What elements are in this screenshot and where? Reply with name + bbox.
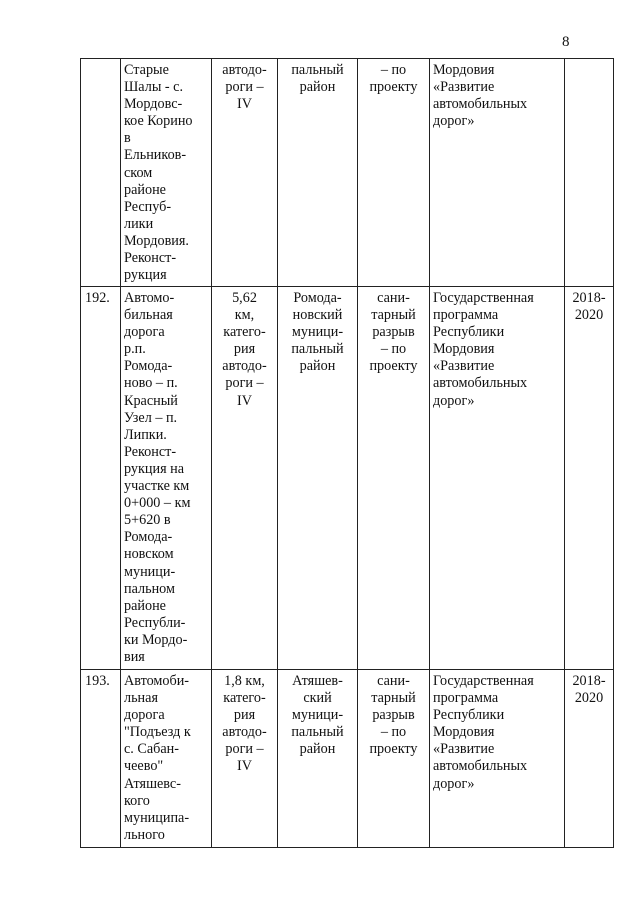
- cell-district: Атяшев- ский муници- пальный район: [278, 670, 358, 848]
- cell-years: [565, 59, 614, 287]
- cell-district: Ромода- новский муници- пальный район: [278, 287, 358, 670]
- cell-object: Старые Шалы - с. Мордовс- кое Корино в Ельников- ском районе Респуб- лики Мордовия. Реконст- рукция: [121, 59, 212, 287]
- cell-zone: сани- тарный разрыв – по проекту: [358, 670, 430, 848]
- table-row: [81, 287, 614, 670]
- cell-zone: – по проекту: [358, 59, 430, 287]
- cell-parameters: 1,8 км, катего- рия автодо- роги – IV: [212, 670, 278, 848]
- cell-years: 2018- 2020: [565, 287, 614, 670]
- cell-district: пальный район: [278, 59, 358, 287]
- cell-number: 193.: [81, 670, 121, 848]
- cell-years: 2018- 2020: [565, 670, 614, 848]
- cell-program: Государственная программа Республики Мордовия «Развитие автомобильных дорог»: [430, 287, 565, 670]
- cell-parameters: автодо- роги – IV: [212, 59, 278, 287]
- road-objects-table: [80, 58, 614, 848]
- cell-number: 192.: [81, 287, 121, 670]
- cell-parameters: 5,62 км, катего- рия автодо- роги – IV: [212, 287, 278, 670]
- cell-zone: сани- тарный разрыв – по проекту: [358, 287, 430, 670]
- cell-number: [81, 59, 121, 287]
- cell-object: Автомо- бильная дорога р.п. Ромода- ново – п. Красный Узел – п. Липки. Реконст- рукция на участке км 0+000 – км 5+620 в Ромода- новском муници- пальном районе Республи- ки Мордо- вия: [121, 287, 212, 670]
- cell-program: Мордовия «Развитие автомобильных дорог»: [430, 59, 565, 287]
- table-row: [81, 670, 614, 848]
- cell-program: Государственная программа Республики Мордовия «Развитие автомобильных дорог»: [430, 670, 565, 848]
- cell-object: Автомоби- льная дорога "Подъезд к с. Сабан- чеево" Атяшевс- кого муниципа- льного: [121, 670, 212, 848]
- page-number: 8: [562, 34, 570, 50]
- table-row: [81, 59, 614, 287]
